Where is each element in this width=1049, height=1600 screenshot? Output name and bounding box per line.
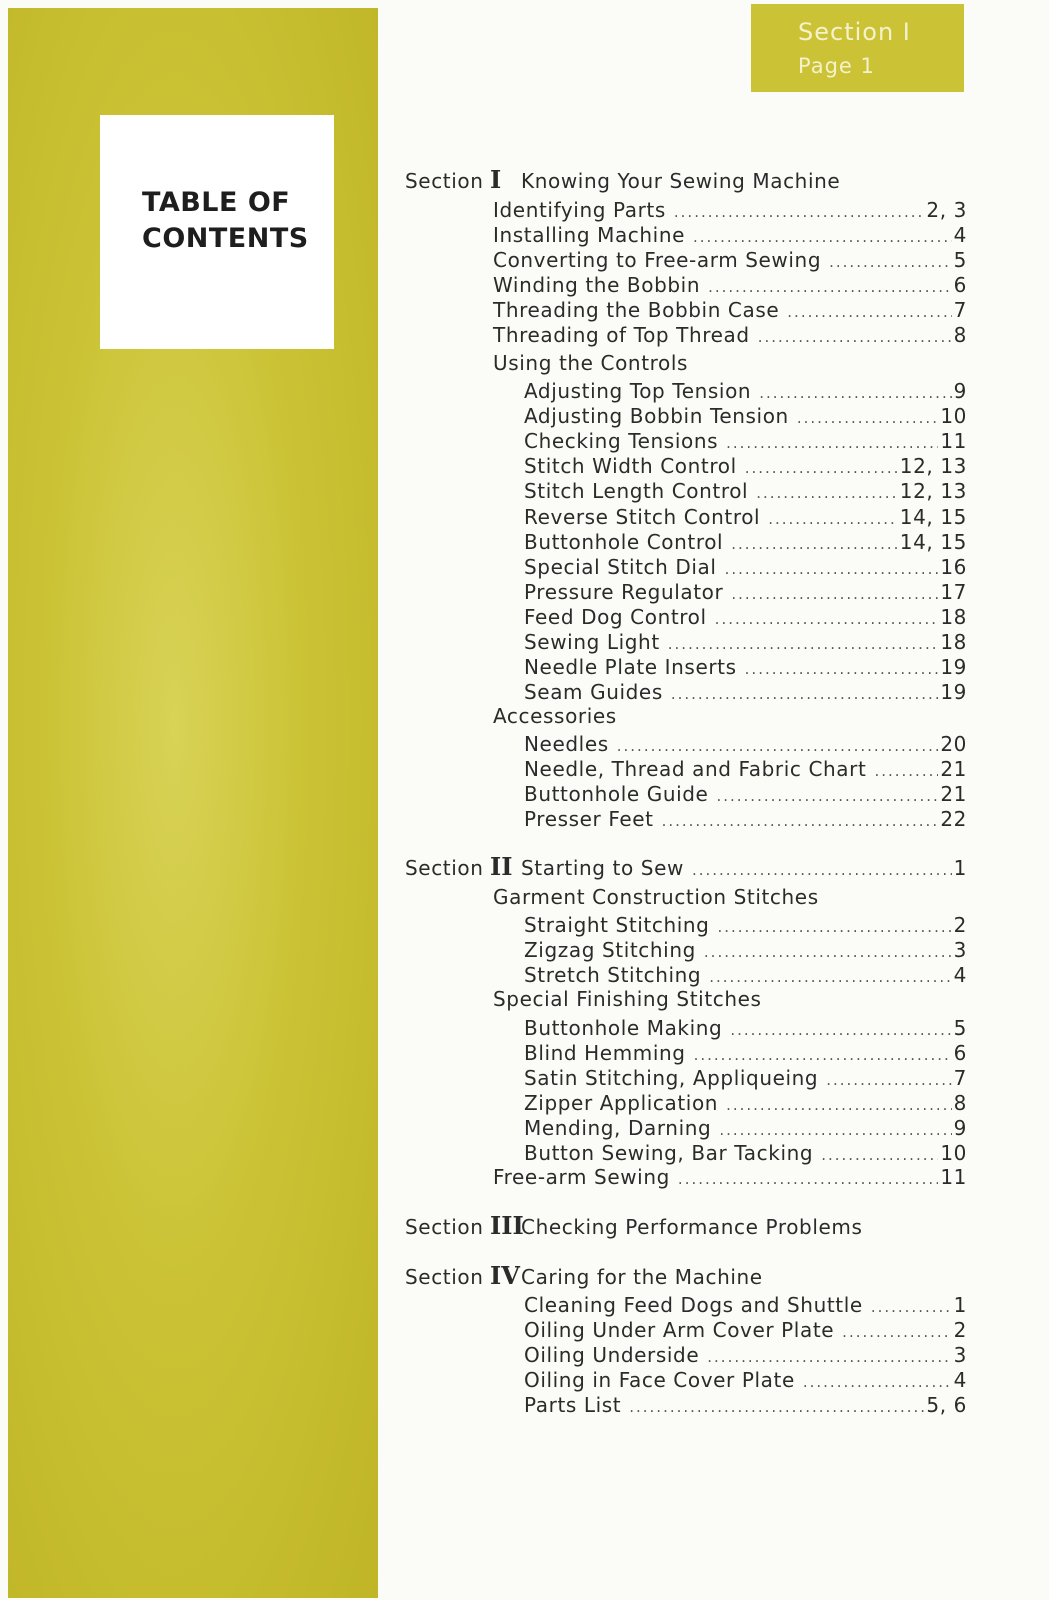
toc-entry <box>524 962 967 988</box>
dot-leader <box>678 1166 938 1192</box>
toc-entry-page: 17 <box>940 580 967 604</box>
toc-entry-label: Needles <box>524 732 609 756</box>
toc-entry-label: Needle, Thread and Fabric Chart <box>524 757 867 781</box>
toc-title <box>142 185 309 257</box>
toc-entry-page: 7 <box>953 1066 967 1090</box>
toc-entry-page: 18 <box>940 630 967 654</box>
toc-entry-label: Pressure Regulator <box>524 580 724 604</box>
toc-title-box <box>100 115 334 349</box>
section-2-word: Section <box>405 856 484 880</box>
toc-entry <box>524 403 967 429</box>
dot-leader <box>692 857 952 883</box>
toc-entry <box>524 781 967 807</box>
toc-entry-page: 16 <box>940 555 967 579</box>
toc-entry-page: 8 <box>953 1091 967 1115</box>
toc-entry <box>493 297 967 323</box>
accessories-heading: Accessories <box>493 704 617 728</box>
toc-entry <box>493 197 967 223</box>
toc-entry <box>524 629 967 655</box>
toc-entry-page: 18 <box>940 605 967 629</box>
freearm-page: 11 <box>940 1165 967 1189</box>
toc-entry-label: Stitch Length Control <box>524 479 749 503</box>
toc-entry-page: 6 <box>953 273 967 297</box>
toc-entry <box>524 654 967 680</box>
toc-entry-label: Oiling Under Arm Cover Plate <box>524 1318 835 1342</box>
toc-entry-label: Buttonhole Guide <box>524 782 709 806</box>
toc-entry-page: 19 <box>940 655 967 679</box>
section-2-numeral: II <box>490 852 513 881</box>
section-4-word: Section <box>405 1265 484 1289</box>
toc-entry-label: Oiling in Face Cover Plate <box>524 1368 795 1392</box>
toc-entry <box>524 1292 967 1318</box>
toc-entry <box>524 731 967 757</box>
section-3-numeral: III <box>490 1211 524 1240</box>
toc-entry <box>524 478 967 504</box>
toc-entry-page: 9 <box>953 1116 967 1140</box>
section-2-row <box>521 855 967 881</box>
tab-section-label: Section I <box>798 18 911 46</box>
dot-leader <box>758 324 952 350</box>
toc-entry-label: Threading of Top Thread <box>493 323 750 347</box>
toc-entry-label: Converting to Free-arm Sewing <box>493 248 822 272</box>
toc-entry <box>524 912 967 938</box>
toc-entry-label: Cleaning Feed Dogs and Shuttle <box>524 1293 863 1317</box>
toc-entry-label: Satin Stitching, Appliqueing <box>524 1066 819 1090</box>
section-4-title: Caring for the Machine <box>521 1265 763 1289</box>
toc-entry-page: 21 <box>940 782 967 806</box>
toc-entry-label: Reverse Stitch Control <box>524 505 761 529</box>
toc-entry-page: 2 <box>953 913 967 937</box>
toc-entry-page: 1 <box>953 1293 967 1317</box>
toc-entry-page: 5, 6 <box>926 1393 967 1417</box>
toc-entry-page: 4 <box>953 1368 967 1392</box>
section-1-word: Section <box>405 169 484 193</box>
toc-entry-label: Threading the Bobbin Case <box>493 298 780 322</box>
dot-leader <box>756 480 898 506</box>
toc-entry-page: 4 <box>953 223 967 247</box>
toc-entry-label: Zipper Application <box>524 1091 719 1115</box>
toc-entry-label: Adjusting Bobbin Tension <box>524 404 789 428</box>
toc-entry-page: 6 <box>953 1041 967 1065</box>
toc-entry-label: Buttonhole Making <box>524 1016 723 1040</box>
section-4-numeral: IV <box>490 1261 520 1290</box>
toc-title-line1: TABLE OF <box>142 187 291 218</box>
toc-entry <box>524 504 967 530</box>
freearm-row <box>493 1164 967 1190</box>
toc-entry <box>524 1140 967 1166</box>
dot-leader <box>662 808 939 834</box>
toc-entry-label: Needle Plate Inserts <box>524 655 737 679</box>
toc-entry-label: Sewing Light <box>524 630 660 654</box>
toc-entry-page: 4 <box>953 963 967 987</box>
toc-entry-label: Special Stitch Dial <box>524 555 717 579</box>
toc-entry-label: Mending, Darning <box>524 1116 712 1140</box>
sidebar-color-band <box>8 8 378 1598</box>
section-3-word: Section <box>405 1215 484 1239</box>
toc-entry-page: 19 <box>940 680 967 704</box>
toc-entry-page: 14, 15 <box>899 505 967 529</box>
toc-entry <box>524 1367 967 1393</box>
toc-entry-page: 7 <box>953 298 967 322</box>
toc-entry <box>524 1065 967 1091</box>
toc-entry-page: 10 <box>940 404 967 428</box>
section-2-title: Starting to Sew <box>521 856 684 880</box>
finishing-heading: Special Finishing Stitches <box>493 987 762 1011</box>
toc-entry <box>524 756 967 782</box>
toc-entry <box>524 1090 967 1116</box>
toc-entry-page: 20 <box>940 732 967 756</box>
toc-entry-label: Parts List <box>524 1393 622 1417</box>
toc-entry-label: Zigzag Stitching <box>524 938 696 962</box>
toc-entry-page: 12, 13 <box>899 454 967 478</box>
toc-entry-page: 12, 13 <box>899 479 967 503</box>
toc-entry <box>524 806 967 832</box>
toc-entry <box>493 247 967 273</box>
toc-entry-label: Adjusting Top Tension <box>524 379 752 403</box>
toc-entry-page: 22 <box>940 807 967 831</box>
toc-entry-page: 8 <box>953 323 967 347</box>
toc-entry <box>524 378 967 404</box>
toc-entry <box>493 272 967 298</box>
section-1-numeral: I <box>490 165 502 194</box>
toc-entry-page: 5 <box>953 248 967 272</box>
toc-entry <box>524 1115 967 1141</box>
toc-entry <box>524 1040 967 1066</box>
toc-entry-page: 2 <box>953 1318 967 1342</box>
controls-heading: Using the Controls <box>493 351 689 375</box>
toc-entry-label: Button Sewing, Bar Tacking <box>524 1141 814 1165</box>
toc-entry-label: Oiling Underside <box>524 1343 700 1367</box>
toc-entry-page: 5 <box>953 1016 967 1040</box>
toc-entry <box>493 222 967 248</box>
toc-entry <box>524 937 967 963</box>
toc-entry-page: 3 <box>953 938 967 962</box>
toc-entry <box>524 579 967 605</box>
toc-entry-page: 21 <box>940 757 967 781</box>
toc-entry-label: Seam Guides <box>524 680 663 704</box>
section-2-page: 1 <box>953 856 967 880</box>
toc-entry <box>524 1342 967 1368</box>
section-3-title: Checking Performance Problems <box>521 1215 863 1239</box>
tab-page-label: Page 1 <box>798 54 875 78</box>
garment-heading: Garment Construction Stitches <box>493 885 819 909</box>
toc-entry <box>493 322 967 348</box>
toc-title-line2: CONTENTS <box>142 223 309 254</box>
toc-entry-label: Identifying Parts <box>493 198 666 222</box>
toc-entry-page: 9 <box>953 379 967 403</box>
toc-entry-page: 3 <box>953 1343 967 1367</box>
toc-entry-label: Checking Tensions <box>524 429 719 453</box>
toc-entry-page: 10 <box>940 1141 967 1165</box>
section-page-tab <box>751 4 964 92</box>
dot-leader <box>671 681 938 707</box>
toc-entry <box>524 529 967 555</box>
toc-entry-label: Straight Stitching <box>524 913 710 937</box>
toc-entry-label: Installing Machine <box>493 223 686 247</box>
toc-entry <box>524 428 967 454</box>
toc-entry <box>524 554 967 580</box>
toc-entry-label: Stitch Width Control <box>524 454 737 478</box>
toc-entry <box>524 1317 967 1343</box>
toc-entry-page: 2, 3 <box>926 198 967 222</box>
dot-leader <box>629 1394 924 1420</box>
section-1-title: Knowing Your Sewing Machine <box>521 169 841 193</box>
toc-entry <box>524 604 967 630</box>
toc-entry-label: Stretch Stitching <box>524 963 702 987</box>
freearm-label: Free-arm Sewing <box>493 1165 670 1189</box>
toc-entry-page: 11 <box>940 429 967 453</box>
toc-entry <box>524 453 967 479</box>
toc-entry-label: Feed Dog Control <box>524 605 707 629</box>
toc-entry-label: Blind Hemming <box>524 1041 686 1065</box>
toc-entry <box>524 1015 967 1041</box>
toc-entry <box>524 679 967 705</box>
toc-entry-label: Winding the Bobbin <box>493 273 701 297</box>
toc-entry-page: 14, 15 <box>899 530 967 554</box>
toc-entry-label: Presser Feet <box>524 807 654 831</box>
toc-entry-label: Buttonhole Control <box>524 530 724 554</box>
toc-entry <box>524 1392 967 1418</box>
